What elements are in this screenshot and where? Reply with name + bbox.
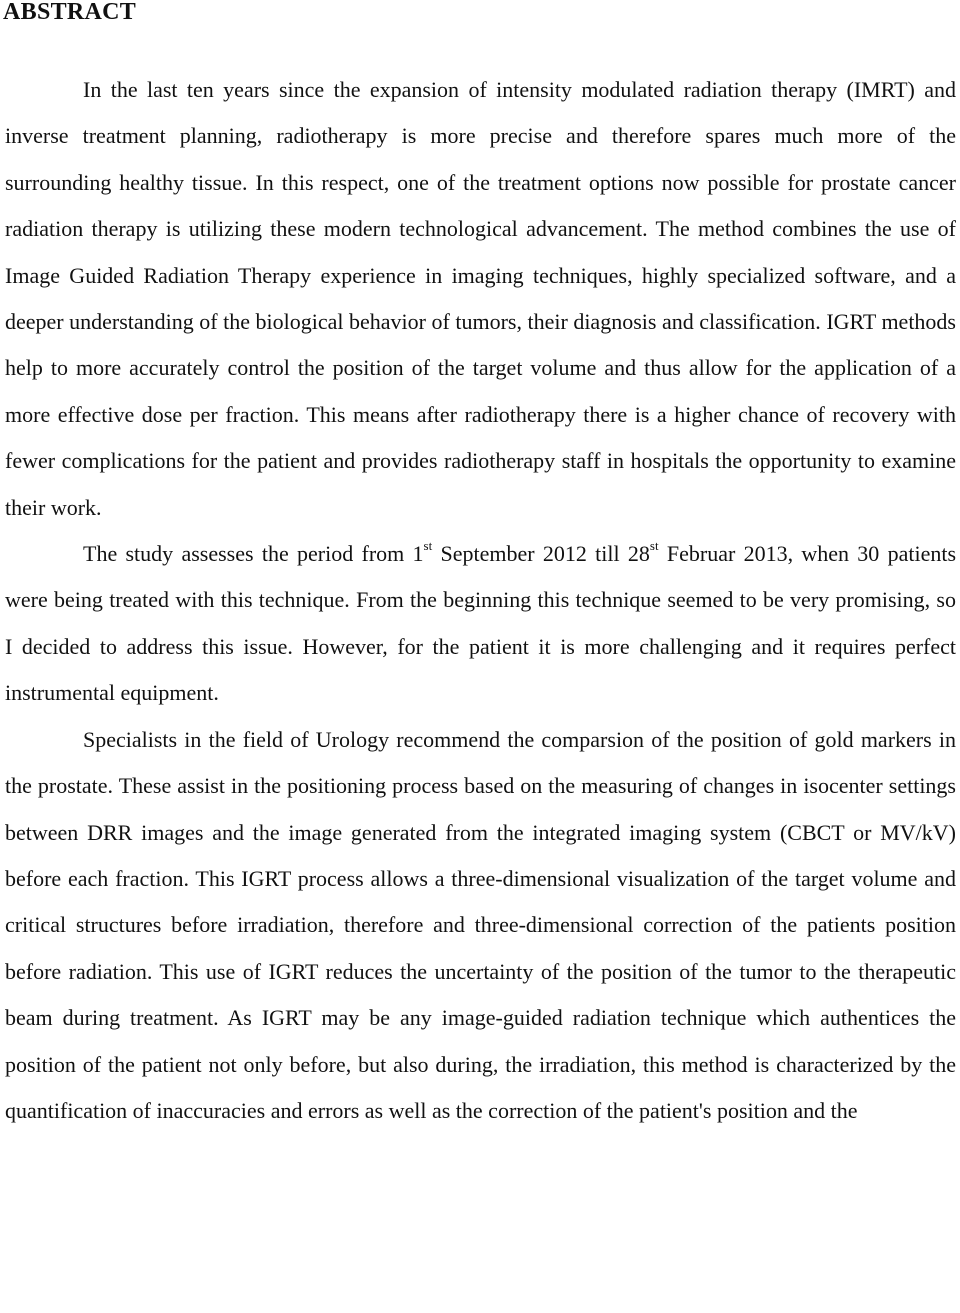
paragraph-1: In the last ten years since the expansion of intensity modulated radiation therapy (IMRT) and inverse treatment planning, radiotherapy is more precise and therefore spares much more of the surrounding healthy tissue. In this respect, one of the treatment options now possible for prostate cancer radiation therapy is utilizing these modern technological advancement. The method combines the use of Image Guided Radiation Therapy experience in imaging techniques, highly specialized software, and a deeper understanding of the biological behavior of tumors, their diagnosis and classification. IGRT methods help to more accurately control the position of the target volume and thus allow for the application of a more effective dose per fraction. This means after radiotherapy there is a higher chance of recovery with fewer complications for the patient and provides radiotherapy staff in hospitals the opportunity to examine their work. xyxy=(5,77,956,520)
ordinal-suffix-start-date: st xyxy=(423,537,433,553)
ordinal-suffix-end-date: st xyxy=(649,537,659,553)
paragraph-2-text-end: Februar 2013, when 30 patients were being treated with this technique. From the beginning this technique seemed to be very promising, so I decided to address this issue. However, for the patient it is more challenging and it requires perfect instrumental equipment. xyxy=(5,541,957,706)
paragraph-2-text-start: The study assesses the period from 1 xyxy=(83,541,424,567)
abstract-body xyxy=(5,67,956,1134)
paragraph-2 xyxy=(5,531,956,717)
paragraph-2-text-middle: September 2012 till 28 xyxy=(432,541,650,567)
section-heading: ABSTRACT xyxy=(3,0,137,25)
paragraph-3: Specialists in the field of Urology recommend the comparsion of the position of gold markers in the prostate. These assist in the positioning process based on the measuring of changes in isocenter settings between DRR images and the image generated from the integrated imaging system (CBCT or MV/kV) before each fraction. This IGRT process allows a three-dimensional visualization of the target volume and critical structures before irradiation, therefore and three-dimensional correction of the patients position before radiation. This use of IGRT reduces the uncertainty of the position of the tumor to the therapeutic beam during treatment. As IGRT may be any image-guided radiation technique which authentices the position of the patient not only before, but also during, the irradiation, this method is characterized by the quantification of inaccuracies and errors as well as the correction of the patient's position and the xyxy=(5,726,956,1123)
